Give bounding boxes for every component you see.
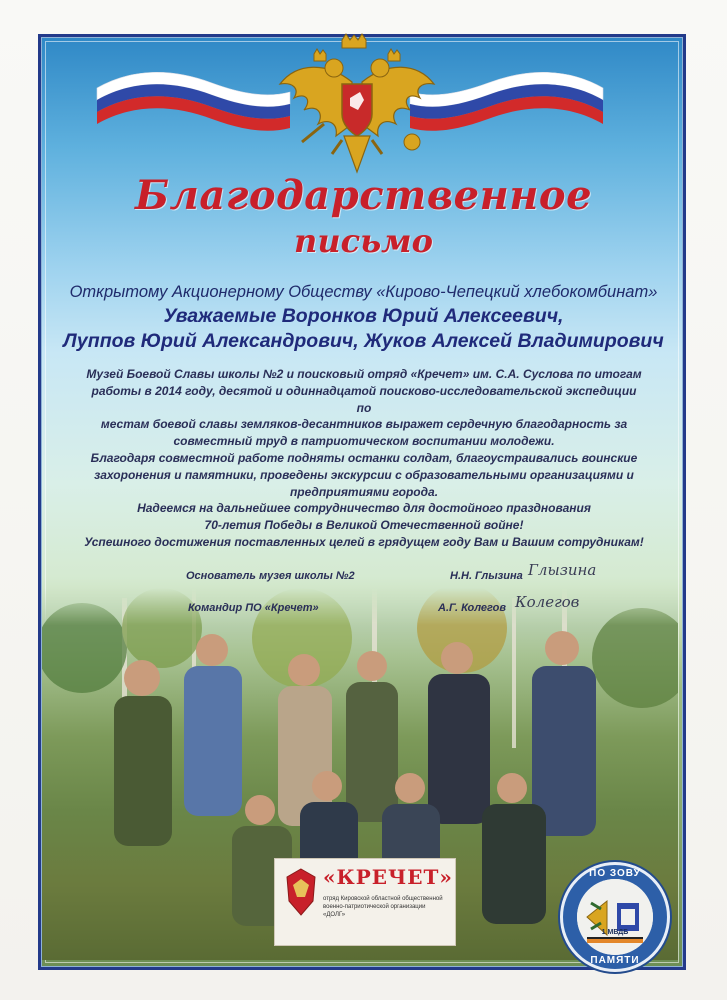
body-line: захоронения и памятники, проведены экскурсии с образовательными организациями и bbox=[94, 467, 634, 482]
recipient-names bbox=[0, 304, 727, 354]
banner-title: «КРЕЧЕТ» bbox=[323, 865, 453, 889]
recipient-names-line1: Уважаемые Воронков Юрий Алексеевич, bbox=[163, 305, 564, 327]
body-line: местам боевой славы земляков-десантников выражет сердечную благодарность за bbox=[100, 417, 628, 432]
krechet-emblem-icon bbox=[283, 867, 319, 919]
signature-name-founder: Н.Н. Глызина bbox=[450, 570, 523, 582]
signature-name-commander: А.Г. Колегов bbox=[438, 602, 507, 614]
recipient-organization: Открытому Акционерному Обществу «Кирово-Чепецкий хлебокомбинат» bbox=[69, 283, 658, 301]
body-line: Благодаря совместной работе подняты останки солдат, благоустраивались воинские bbox=[90, 450, 638, 465]
badge-bottom-text: ПАМЯТИ bbox=[590, 955, 640, 966]
body-line: работы в 2014 году, десятой и одиннадцатой поисково-исследовательской экспедиции по bbox=[91, 383, 637, 415]
body-line: совместный труд в патриотическом воспитании молодежи. bbox=[173, 434, 555, 449]
body-text bbox=[84, 366, 644, 500]
po-zovu-pamyati-badge bbox=[560, 862, 670, 972]
flag-ribbon-left bbox=[92, 58, 292, 148]
wishes-line: Надеемся на дальнейшее сотрудничество для достойного празднования bbox=[137, 501, 591, 515]
badge-mid-text: 1 МВДБ bbox=[601, 929, 629, 936]
body-line: предприятиями города. bbox=[289, 484, 439, 499]
certificate-subtitle: письмо bbox=[294, 222, 433, 260]
krechet-banner bbox=[274, 858, 456, 946]
signature-role-founder: Основатель музея школы №2 bbox=[186, 570, 355, 582]
handwritten-signature-commander: Колегов bbox=[515, 593, 580, 611]
coat-of-arms-icon bbox=[272, 32, 442, 192]
recipient-names-line2: Луппов Юрий Александрович, Жуков Алексей Владимирович bbox=[63, 330, 664, 352]
badge-top-text: ПО ЗОВУ bbox=[589, 868, 641, 879]
badge-inner bbox=[577, 879, 653, 955]
banner-subtitle: отряд Кировской областной общественной военно-патриотической организации «ДОЛГ» bbox=[323, 896, 443, 918]
signature-role-commander: Командир ПО «Кречет» bbox=[188, 602, 319, 614]
certificate-title: Благодарственное bbox=[134, 172, 593, 219]
wishes-line: Успешного достижения поставленных целей в грядущем году Вам и Вашим сотрудникам! bbox=[84, 535, 644, 549]
handwritten-signature-founder: Глызина bbox=[528, 561, 597, 579]
wishes-line: 70-летия Победы в Великой Отечественной войне! bbox=[204, 518, 524, 532]
body-line: Музей Боевой Славы школы №2 и поисковый отряд «Кречет» им. С.А. Суслова по итогам bbox=[86, 367, 642, 381]
wishes-text bbox=[64, 500, 664, 551]
